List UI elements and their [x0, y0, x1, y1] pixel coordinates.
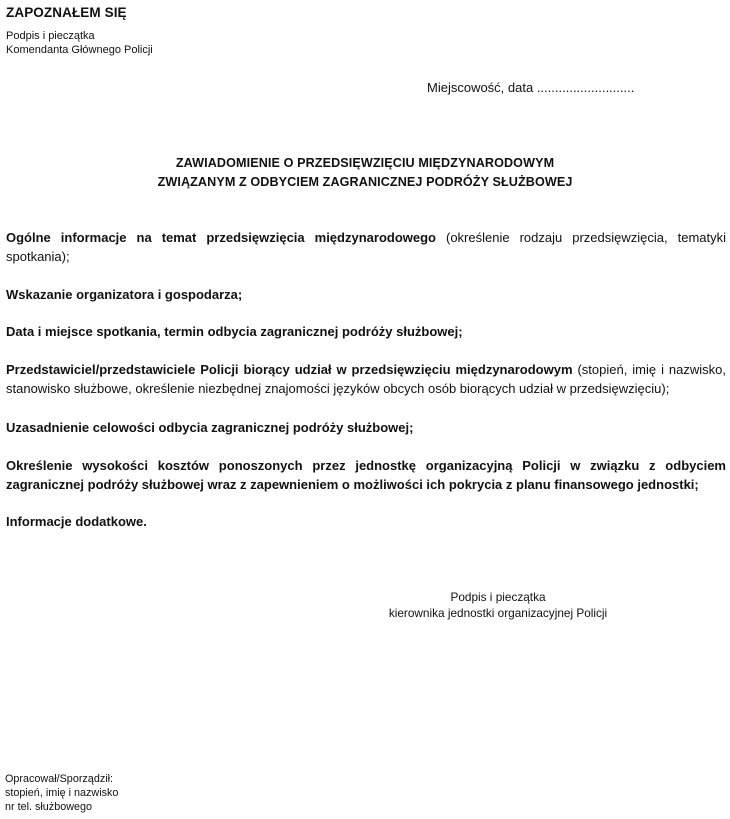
section-date-place — [6, 322, 726, 341]
prepared-by-label: Opracował/Sporządził: — [5, 773, 114, 785]
section-heading: Wskazanie organizatora i gospodarza; — [6, 287, 243, 302]
section-organizer — [6, 285, 726, 304]
unit-head-signature-label: Podpis i pieczątka — [450, 590, 546, 604]
acknowledgement-signature-label: Podpis i pieczątka — [6, 30, 95, 42]
section-heading: Określenie wysokości kosztów ponoszonych przez jednostkę organizacyjną Policji w związku z odbyciem zagranicznej podróży służbowej wraz z zapewnieniem o możliwości ich pokrycia z planu finansowego jednostki; — [6, 458, 726, 492]
section-general-info — [6, 228, 726, 266]
section-heading: Ogólne informacje na temat przedsięwzięcia międzynarodowego — [6, 230, 436, 245]
section-description: (stopień, imię i nazwisko, stanowisko służbowe, określenie niezbędnej znajomości języków obcych osób biorących udział w przedsięwzięciu); — [6, 362, 726, 396]
place-date-field: Miejscowość, data ........................... — [427, 80, 635, 95]
section-justification — [6, 418, 726, 437]
section-additional-info — [6, 512, 726, 531]
section-heading: Uzasadnienie celowości odbycia zagranicznej podróży służbowej; — [6, 420, 414, 435]
prepared-by-phone: nr tel. służbowego — [5, 801, 93, 813]
section-description: (określenie rodzaju przedsięwzięcia, tematyki spotkania); — [6, 230, 726, 264]
acknowledgement-title: ZAPOZNAŁEM SIĘ — [6, 5, 127, 20]
document-title-line-1: ZAWIADOMIENIE O PRZEDSIĘWZIĘCIU MIĘDZYNARODOWYM — [175, 156, 555, 170]
prepared-by-rank-name: stopień, imię i nazwisko — [5, 787, 119, 799]
section-heading: Przedstawiciel/przedstawiciele Policji biorący udział w przedsięwzięciu międzynarodowym — [6, 362, 573, 377]
section-representatives — [6, 360, 726, 398]
section-costs — [6, 456, 726, 494]
unit-head-signatory: kierownika jednostki organizacyjnej Policji — [388, 606, 608, 620]
document-title-line-2: ZWIĄZANYM Z ODBYCIEM ZAGRANICZNEJ PODRÓŻY SŁUŻBOWEJ — [157, 175, 573, 189]
section-heading: Data i miejsce spotkania, termin odbycia zagranicznej podróży służbowej; — [6, 324, 463, 339]
section-heading: Informacje dodatkowe. — [6, 514, 147, 529]
acknowledgement-signatory: Komendanta Głównego Policji — [6, 44, 153, 56]
